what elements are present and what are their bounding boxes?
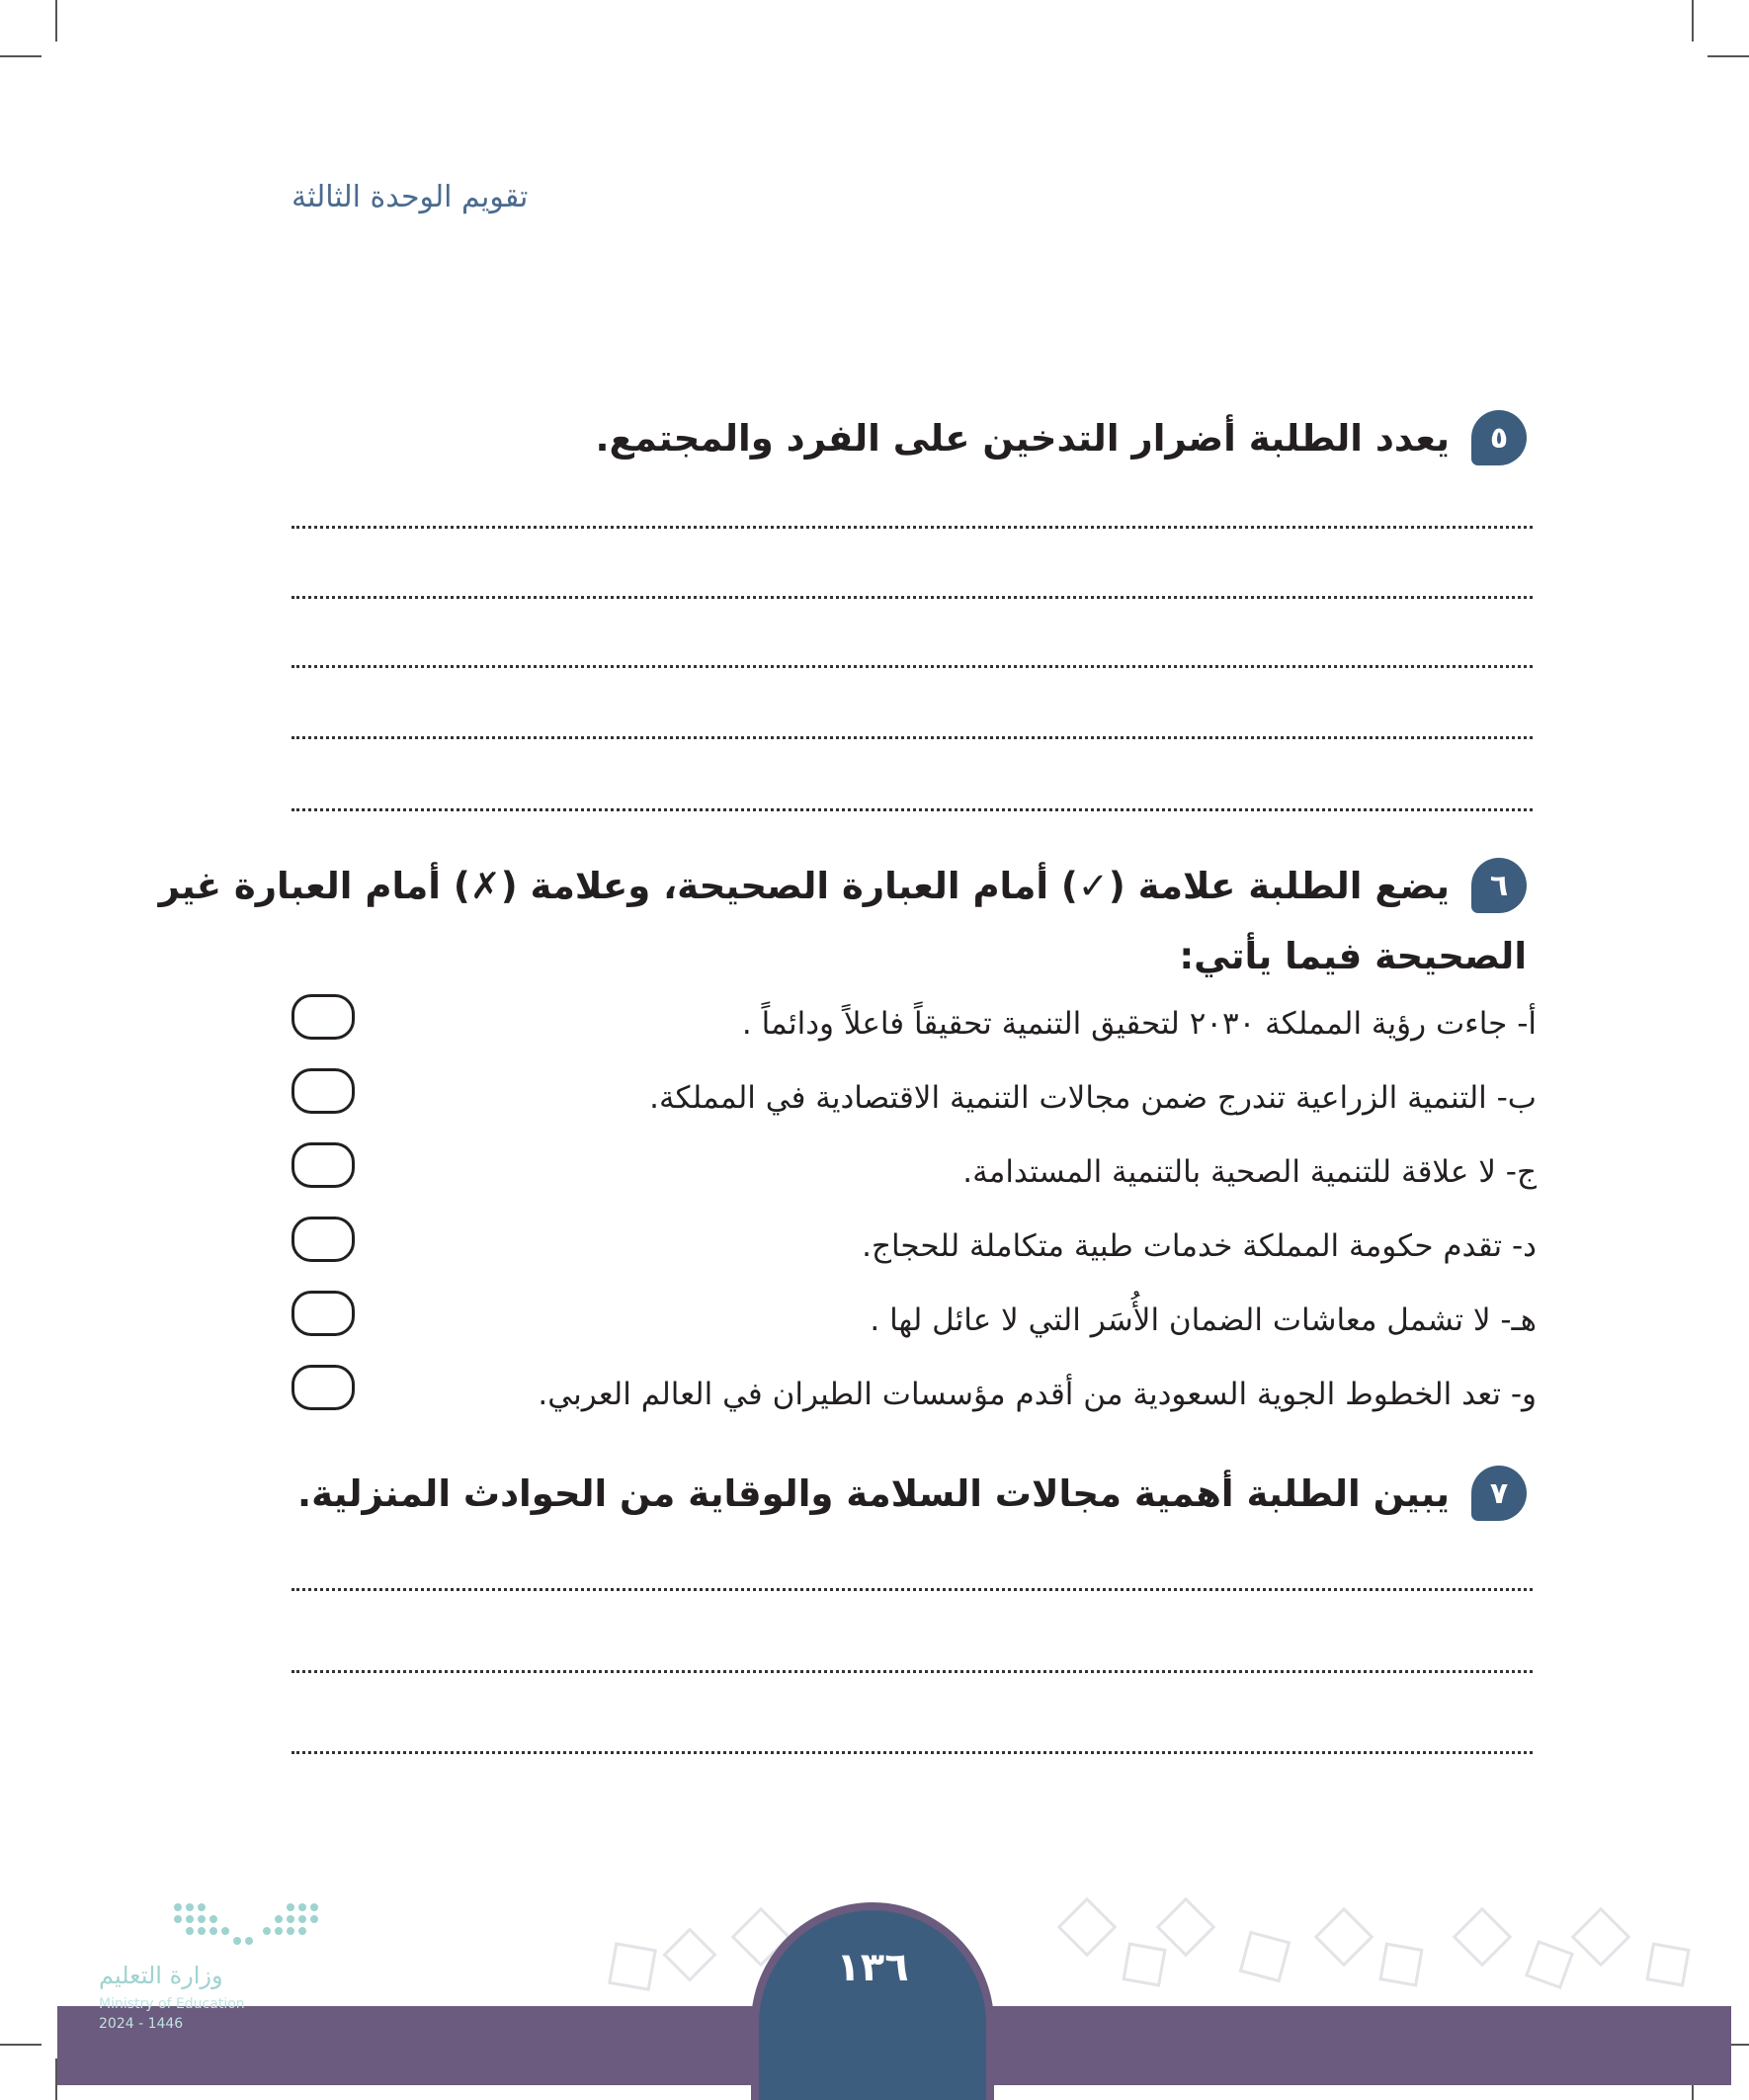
answer-box-a[interactable]	[292, 994, 355, 1040]
statement-d: د- تقدم حكومة المملكة خدمات طبية متكاملة للحجاج.	[862, 1228, 1537, 1264]
answer-box-d[interactable]	[292, 1217, 355, 1262]
question-number-badge: ٦	[1471, 858, 1527, 913]
answer-box-b[interactable]	[292, 1068, 355, 1114]
statement-a: أ- جاءت رؤية المملكة ٢٠٣٠ لتحقيق التنمية تحقيقاً فاعلاً ودائماً .	[741, 1006, 1537, 1042]
answer-line[interactable]	[292, 526, 1533, 529]
unit-header-title: تقويم الوحدة الثالثة	[292, 180, 529, 214]
statement-f: و- تعد الخطوط الجوية السعودية من أقدم مؤسسات الطيران في العالم العربي.	[538, 1377, 1537, 1412]
statement-c: ج- لا علاقة للتنمية الصحية بالتنمية المستدامة.	[962, 1154, 1537, 1190]
answer-box-c[interactable]	[292, 1142, 355, 1188]
crop-mark	[0, 55, 42, 57]
decorative-pattern	[553, 1878, 1739, 2006]
question-text-line1: يضع الطلبة علامة (✓) أمام العبارة الصحيحة، وعلامة (✗) أمام العبارة غير	[158, 864, 1450, 907]
statement-e: هـ- لا تشمل معاشات الضمان الأُسَر التي لا عائل لها .	[870, 1302, 1537, 1338]
question-5	[595, 410, 1527, 465]
answer-line[interactable]	[292, 596, 1533, 599]
answer-line[interactable]	[292, 736, 1533, 739]
question-6	[158, 858, 1527, 977]
answer-line[interactable]	[292, 665, 1533, 668]
question-number-badge: ٥	[1471, 410, 1527, 465]
answer-line[interactable]	[292, 1588, 1533, 1591]
ministry-logo-icon	[168, 1897, 326, 1957]
answer-box-f[interactable]	[292, 1365, 355, 1410]
statement-b: ب- التنمية الزراعية تندرج ضمن مجالات التنمية الاقتصادية في المملكة.	[649, 1080, 1537, 1116]
page-number: ١٣٦	[836, 1945, 909, 1990]
question-text-line2: الصحيحة فيما يأتي:	[1179, 935, 1527, 977]
question-7	[297, 1466, 1527, 1521]
crop-mark	[0, 2044, 42, 2046]
ministry-logo-subtitle: Ministry of Education	[99, 1996, 245, 2012]
answer-line[interactable]	[292, 1751, 1533, 1754]
crop-mark	[1707, 55, 1749, 57]
crop-mark	[1692, 0, 1694, 42]
question-text: يعدد الطلبة أضرار التدخين على الفرد والمجتمع.	[595, 416, 1450, 460]
ministry-logo-year: 2024 - 1446	[99, 2016, 184, 2032]
question-text: يبين الطلبة أهمية مجالات السلامة والوقاية من الحوادث المنزلية.	[297, 1471, 1450, 1515]
crop-mark	[55, 0, 57, 42]
answer-box-e[interactable]	[292, 1291, 355, 1336]
answer-line[interactable]	[292, 808, 1533, 811]
question-number-badge: ٧	[1471, 1466, 1527, 1521]
ministry-logo-name: وزارة التعليم	[99, 1962, 223, 1989]
answer-line[interactable]	[292, 1670, 1533, 1673]
